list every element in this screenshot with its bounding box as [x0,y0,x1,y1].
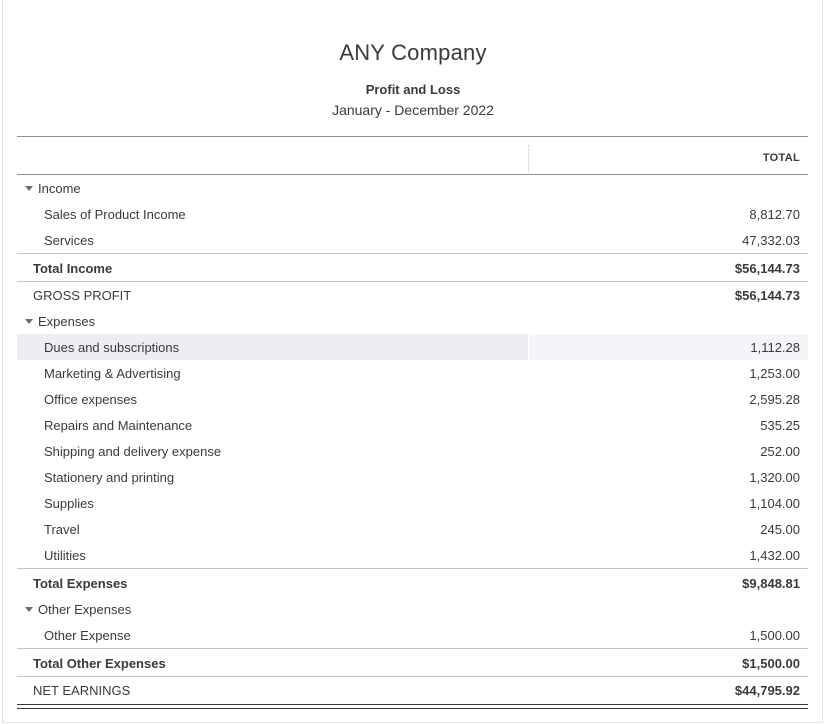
column-header-total[interactable]: TOTAL [762,152,800,164]
account-label[interactable]: Marketing & Advertising [44,366,181,381]
collapse-caret-icon[interactable] [25,607,33,612]
section-label: Expenses [38,314,96,329]
gross-profit-row[interactable] [17,281,808,308]
account-label[interactable]: Sales of Product Income [44,207,186,222]
account-row[interactable] [17,622,808,648]
account-amount[interactable]: 8,812.70 [749,207,800,222]
company-name[interactable]: ANY Company [339,40,487,65]
section-income[interactable] [17,175,808,201]
account-label[interactable]: Dues and subscriptions [44,340,180,355]
account-label[interactable]: Utilities [44,548,86,563]
account-row[interactable] [17,412,808,438]
section-label: Other Expenses [38,602,132,617]
account-row[interactable] [17,227,808,253]
account-row[interactable] [17,464,808,490]
total-label: Total Expenses [33,576,128,591]
account-row[interactable] [17,360,808,386]
section-label: Income [38,181,81,196]
total-other-expenses-row[interactable] [17,648,808,676]
net-earnings-label: NET EARNINGS [33,683,131,698]
account-amount[interactable]: 252.00 [760,444,800,459]
account-row[interactable] [17,542,808,568]
total-amount[interactable]: $9,848.81 [742,576,800,591]
account-label[interactable]: Repairs and Maintenance [44,418,193,433]
account-label[interactable]: Stationery and printing [44,470,175,485]
collapse-caret-icon[interactable] [25,186,33,191]
account-label[interactable]: Other Expense [44,628,131,643]
total-amount[interactable]: $1,500.00 [742,656,800,671]
account-label[interactable]: Supplies [44,496,94,511]
section-other-expenses[interactable] [17,596,808,622]
account-amount[interactable]: 47,332.03 [742,233,800,248]
account-amount[interactable]: 1,104.00 [749,496,800,511]
account-amount[interactable]: 1,320.00 [749,470,800,485]
account-label[interactable]: Office expenses [44,392,137,407]
double-underline [17,704,808,709]
account-amount[interactable]: 1,432.00 [749,548,800,563]
column-header-row [17,137,808,175]
account-label[interactable]: Services [44,233,94,248]
account-amount[interactable]: 1,500.00 [749,628,800,643]
total-label: Total Other Expenses [33,656,166,671]
collapse-caret-icon[interactable] [25,319,33,324]
report-table [17,136,808,709]
report-title[interactable]: Profit and Loss [365,82,461,97]
total-income-row[interactable] [17,253,808,281]
net-earnings-row[interactable] [17,676,808,704]
account-amount[interactable]: 245.00 [760,522,800,537]
gross-profit-label: GROSS PROFIT [33,288,132,303]
total-expenses-row[interactable] [17,568,808,596]
account-row[interactable] [17,516,808,542]
total-amount[interactable]: $56,144.73 [734,261,800,276]
account-label[interactable]: Travel [44,522,80,537]
column-resize-handle[interactable] [528,145,529,173]
account-row[interactable] [17,201,808,227]
account-label[interactable]: Shipping and delivery expense [44,444,222,459]
account-amount[interactable]: 2,595.28 [749,392,800,407]
section-expenses[interactable] [17,308,808,334]
account-amount[interactable]: 1,112.28 [750,340,800,355]
account-row[interactable] [17,438,808,464]
gross-profit-amount[interactable]: $56,144.73 [734,288,800,303]
account-row[interactable] [17,334,808,360]
net-earnings-amount[interactable]: $44,795.92 [734,683,800,698]
account-amount[interactable]: 1,253.00 [749,366,800,381]
total-label: Total Income [33,261,113,276]
account-row[interactable] [17,490,808,516]
account-amount[interactable]: 535.25 [760,418,800,433]
report-period[interactable]: January - December 2022 [332,102,494,118]
account-row[interactable] [17,386,808,412]
